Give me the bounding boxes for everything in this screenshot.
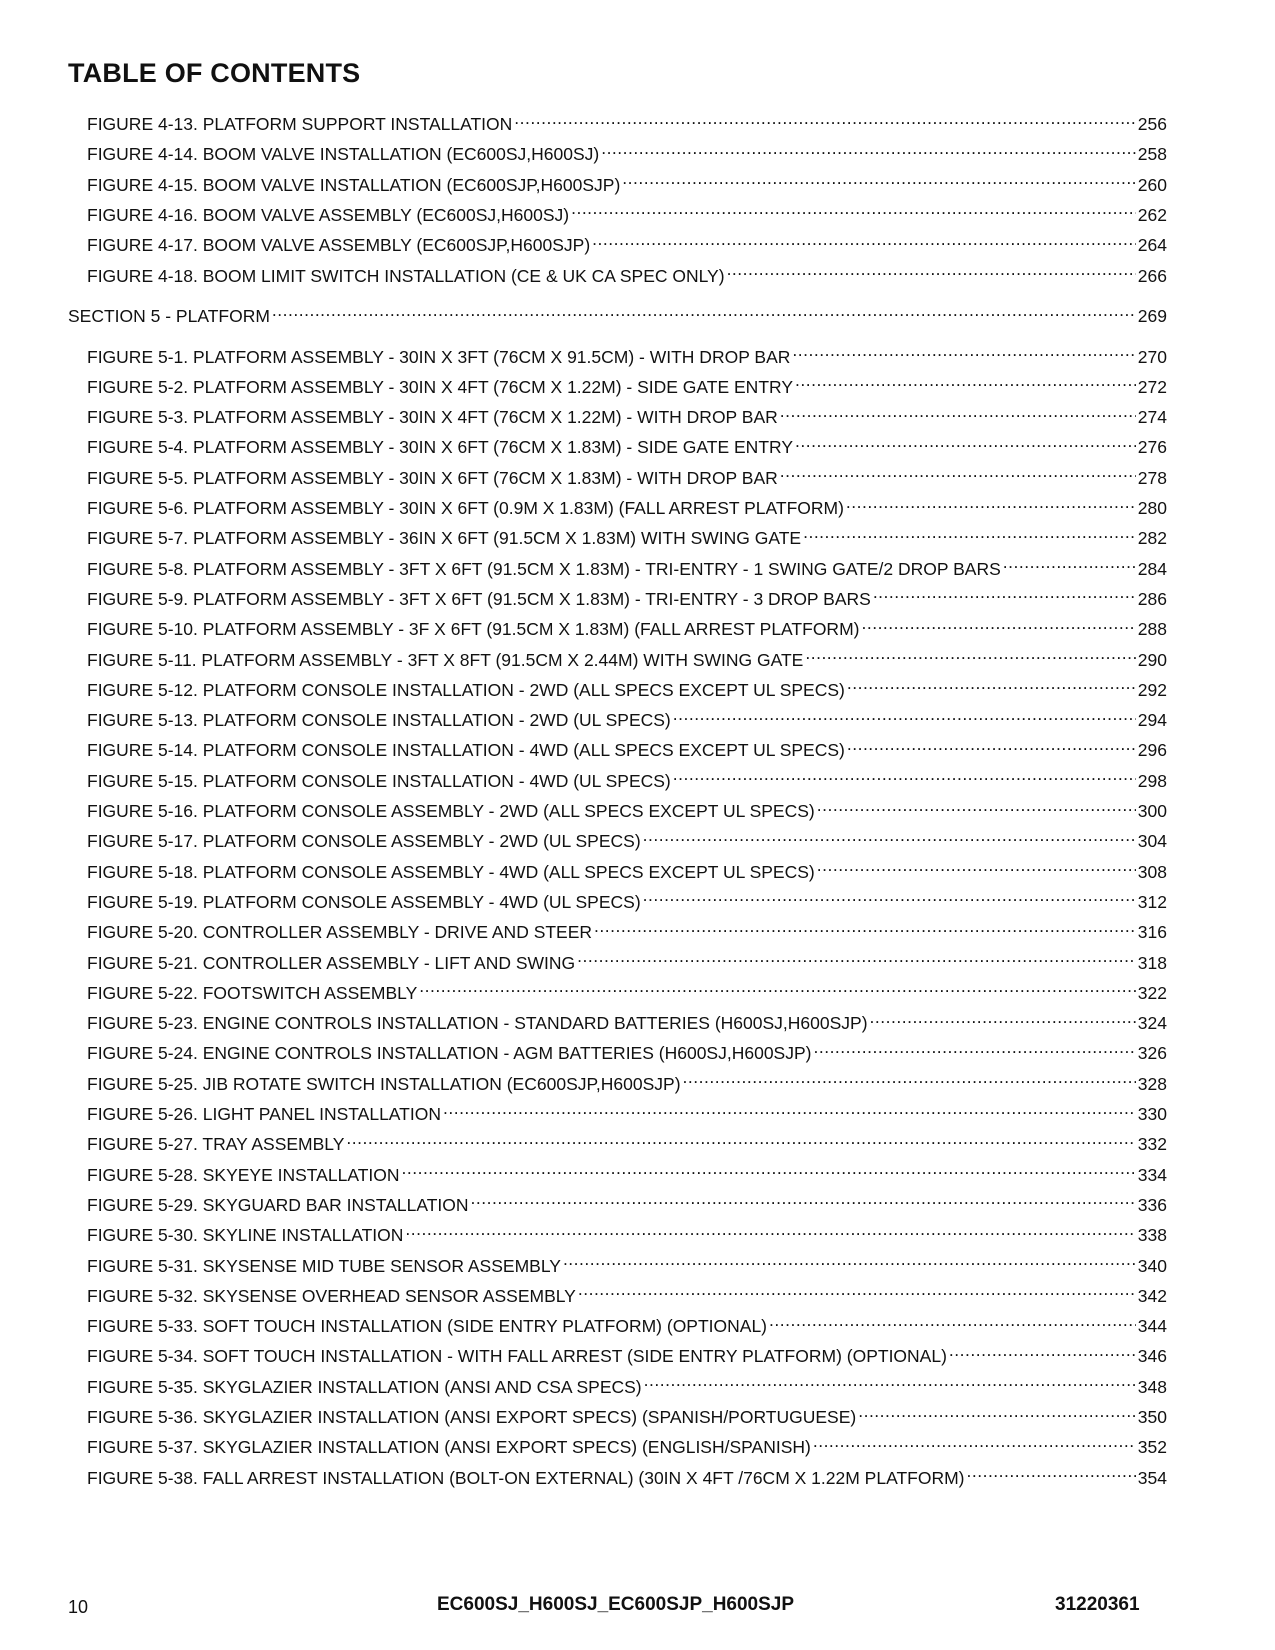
toc-figure-entry[interactable] [87,644,1167,671]
toc-entry-page: 284 [1137,558,1167,579]
toc-entry-page: 296 [1137,740,1167,761]
toc-figure-entry[interactable] [87,977,1167,1004]
footer-page-number: 10 [68,1597,89,1617]
toc-entry-label: FIGURE 5-38. FALL ARREST INSTALLATION (BOLT-ON EXTERNAL) (30IN X 4FT /76CM X 1.22M PLATFORM) [87,1467,965,1488]
toc-entry-page: 292 [1137,679,1167,700]
toc-entry-page: 354 [1137,1467,1167,1488]
toc-dot-leader [780,462,1136,484]
toc-entry-label: FIGURE 5-6. PLATFORM ASSEMBLY - 30IN X 6FT (0.9M X 1.83M) (FALL ARREST PLATFORM) [87,498,844,518]
toc-dot-leader [272,300,1136,322]
toc-dot-leader [795,371,1136,393]
toc-figure-entry[interactable] [87,1159,1167,1186]
toc-figure-entry[interactable] [87,1280,1167,1307]
toc-dot-leader [769,1310,1136,1332]
toc-figure-entry[interactable] [87,1401,1167,1428]
page-title: TABLE OF CONTENTS [68,58,361,88]
toc-entry-page: 290 [1137,649,1167,670]
toc-entry-label: FIGURE 4-18. BOOM LIMIT SWITCH INSTALLATION (CE & UK CA SPEC ONLY) [87,265,725,286]
toc-figure-entry[interactable] [87,431,1167,458]
toc-figure-entry[interactable] [87,371,1167,398]
toc-dot-leader [405,1219,1135,1241]
toc-entry-page: 274 [1137,407,1167,428]
toc-entry-label: FIGURE 5-33. SOFT TOUCH INSTALLATION (SIDE ENTRY PLATFORM) (OPTIONAL) [87,1316,768,1337]
toc-section-entry[interactable] [68,300,1167,327]
toc-figure-entry[interactable] [87,492,1167,519]
toc-figure-entry[interactable] [87,1037,1167,1064]
toc-entry-page: 276 [1137,437,1167,458]
toc-dot-leader [673,765,1136,787]
toc-entry-page: 269 [1137,306,1167,326]
toc-entry-label: SECTION 5 - PLATFORM [68,306,270,326]
toc-dot-leader [683,1068,1136,1090]
toc-entry-label: FIGURE 5-7. PLATFORM ASSEMBLY - 36IN X 6FT (91.5CM X 1.83M) WITH SWING GATE [87,528,802,549]
toc-entry-label: FIGURE 5-8. PLATFORM ASSEMBLY - 3FT X 6FT (91.5CM X 1.83M) - TRI-ENTRY - 1 SWING GATE/2 DROP BARS [87,558,1001,579]
toc-entry-page: 278 [1137,467,1167,488]
toc-dot-leader [594,916,1136,938]
toc-entry-label: FIGURE 5-5. PLATFORM ASSEMBLY - 30IN X 6FT (76CM X 1.83M) - WITH DROP BAR [87,467,778,488]
footer-model: EC600SJ_H600SJ_EC600SJP_H600SJP [437,1594,795,1615]
toc-figure-entry[interactable] [87,522,1167,549]
toc-figure-entry[interactable] [87,674,1167,701]
toc-entry-page: 324 [1137,1013,1167,1034]
toc-entry-label: FIGURE 5-25. JIB ROTATE SWITCH INSTALLATION (EC600SJP,H600SJP) [87,1073,681,1094]
toc-dot-leader [1003,553,1136,575]
toc-dot-leader [563,1250,1136,1272]
toc-entry-label: FIGURE 5-37. SKYGLAZIER INSTALLATION (ANSI EXPORT SPECS) (ENGLISH/SPANISH) [87,1437,811,1458]
toc-figure-entry[interactable] [87,1098,1167,1125]
toc-dot-leader [861,613,1135,635]
toc-figure-entry[interactable] [87,1219,1167,1246]
toc-entry-label: FIGURE 5-2. PLATFORM ASSEMBLY - 30IN X 4FT (76CM X 1.22M) - SIDE GATE ENTRY [87,376,794,397]
toc-entry-page: 326 [1137,1043,1167,1064]
toc-entry-label: FIGURE 4-15. BOOM VALVE INSTALLATION (EC600SJP,H600SJP) [87,174,621,195]
toc-figure-entry[interactable] [87,1068,1167,1095]
toc-entry-page: 258 [1137,144,1167,165]
toc-entry-label: FIGURE 5-22. FOOTSWITCH ASSEMBLY [87,982,418,1003]
toc-dot-leader [813,1431,1136,1453]
toc-entry-label: FIGURE 5-34. SOFT TOUCH INSTALLATION - WITH FALL ARREST (SIDE ENTRY PLATFORM) (OPTIONAL) [87,1346,947,1367]
toc-entry-label: FIGURE 5-20. CONTROLLER ASSEMBLY - DRIVE AND STEER [87,922,593,943]
toc-entry-page: 340 [1137,1255,1167,1276]
toc-dot-leader [846,492,1136,514]
toc-figure-entry[interactable] [87,886,1167,913]
toc-dot-leader [803,522,1136,544]
toc-entry-label: FIGURE 5-35. SKYGLAZIER INSTALLATION (ANSI AND CSA SPECS) [87,1376,642,1397]
toc-figure-entry[interactable] [87,856,1167,883]
toc-figure-entry[interactable] [87,1310,1167,1337]
toc-figure-entry[interactable] [87,169,1167,196]
toc-figure-entry[interactable] [87,916,1167,943]
toc-entry-page: 266 [1137,265,1167,286]
toc-entry-page: 280 [1137,498,1167,518]
toc-dot-leader [643,886,1136,908]
toc-dot-leader [402,1159,1136,1181]
toc-entry-label: FIGURE 4-14. BOOM VALVE INSTALLATION (EC600SJ,H600SJ) [87,144,600,165]
toc-entry-page: 262 [1137,204,1167,225]
toc-entry-label: FIGURE 5-1. PLATFORM ASSEMBLY - 30IN X 3FT (76CM X 91.5CM) - WITH DROP BAR [87,346,791,367]
toc-figure-entry[interactable] [87,229,1167,256]
toc-dot-leader [727,260,1136,282]
toc-entry-page: 260 [1137,174,1167,195]
toc-dot-leader [622,169,1136,191]
toc-entry-label: FIGURE 5-12. PLATFORM CONSOLE INSTALLATION - 2WD (ALL SPECS EXCEPT UL SPECS) [87,679,845,700]
toc-entry-label: FIGURE 5-30. SKYLINE INSTALLATION [87,1225,404,1246]
toc-entry-label: FIGURE 5-29. SKYGUARD BAR INSTALLATION [87,1194,469,1215]
toc-figure-entry[interactable] [87,108,1167,135]
toc-figure-entry[interactable] [87,462,1167,489]
toc-entry-page: 330 [1137,1104,1167,1124]
toc-entry-label: FIGURE 5-9. PLATFORM ASSEMBLY - 3FT X 6FT (91.5CM X 1.83M) - TRI-ENTRY - 3 DROP BARS [87,588,871,609]
toc-figure-entry[interactable] [87,1250,1167,1277]
toc-dot-leader [346,1128,1135,1150]
toc-dot-leader [601,138,1136,160]
toc-figure-entry[interactable] [87,583,1167,610]
toc-entry-page: 350 [1137,1407,1167,1427]
toc-entry-page: 328 [1137,1073,1167,1094]
toc-figure-entry[interactable] [87,947,1167,974]
toc-dot-leader [780,401,1136,423]
toc-dot-leader [795,431,1136,453]
toc-entry-label: FIGURE 5-17. PLATFORM CONSOLE ASSEMBLY - 2WD (UL SPECS) [87,831,641,852]
toc-dot-leader [870,1007,1136,1029]
toc-entry-label: FIGURE 5-13. PLATFORM CONSOLE INSTALLATION - 2WD (UL SPECS) [87,710,671,731]
toc-entry-label: FIGURE 5-15. PLATFORM CONSOLE INSTALLATION - 4WD (UL SPECS) [87,770,671,791]
toc-entry-page: 342 [1137,1285,1167,1306]
toc-entry-page: 348 [1137,1376,1167,1397]
toc-entry-page: 352 [1137,1437,1167,1458]
toc-figure-entry[interactable] [87,613,1167,640]
toc-entry-page: 316 [1137,922,1167,943]
toc-figure-entry[interactable] [87,1371,1167,1398]
toc-entry-page: 318 [1137,952,1167,973]
toc-entry-label: FIGURE 5-26. LIGHT PANEL INSTALLATION [87,1104,441,1124]
toc-dot-leader [817,856,1136,878]
toc-dot-leader [858,1401,1136,1423]
toc-entry-label: FIGURE 5-10. PLATFORM ASSEMBLY - 3F X 6FT (91.5CM X 1.83M) (FALL ARREST PLATFORM) [87,619,860,640]
toc-figure-entry[interactable] [87,765,1167,792]
toc-figure-entry[interactable] [87,1431,1167,1458]
toc-dot-leader [571,199,1136,221]
toc-figure-entry[interactable] [87,1340,1167,1367]
toc-entry-page: 288 [1137,619,1167,640]
toc-entry-page: 272 [1137,376,1167,397]
toc-dot-leader [514,108,1136,130]
toc-entry-page: 332 [1137,1134,1167,1155]
toc-entry-label: FIGURE 5-18. PLATFORM CONSOLE ASSEMBLY - 4WD (ALL SPECS EXCEPT UL SPECS) [87,861,815,882]
footer-doc-number: 31220361 [1055,1594,1140,1615]
toc-dot-leader [644,1371,1136,1393]
toc-dot-leader [813,1037,1135,1059]
toc-dot-leader [419,977,1136,999]
toc-figure-entry[interactable] [87,138,1167,165]
toc-dot-leader [443,1098,1136,1120]
toc-figure-entry[interactable] [87,734,1167,761]
toc-figure-entry[interactable] [87,1128,1167,1155]
toc-figure-entry[interactable] [87,704,1167,731]
toc-entry-page: 308 [1137,861,1167,882]
toc-entry-label: FIGURE 5-36. SKYGLAZIER INSTALLATION (ANSI EXPORT SPECS) (SPANISH/PORTUGUESE) [87,1407,857,1427]
toc-figure-entry[interactable] [87,553,1167,580]
toc-figure-entry[interactable] [87,401,1167,428]
toc-entry-page: 304 [1137,831,1167,852]
toc-entry-page: 300 [1137,801,1167,821]
toc-entry-page: 334 [1137,1164,1167,1185]
toc-entry-label: FIGURE 4-13. PLATFORM SUPPORT INSTALLATION [87,114,513,134]
toc-figure-entry[interactable] [87,1007,1167,1034]
toc-dot-leader [873,583,1136,605]
toc-figure-entry[interactable] [87,1189,1167,1216]
toc-entry-label: FIGURE 5-21. CONTROLLER ASSEMBLY - LIFT AND SWING [87,952,576,973]
toc-entry-page: 256 [1137,114,1167,134]
toc-entry-page: 298 [1137,770,1167,791]
toc-entry-page: 322 [1137,982,1167,1003]
toc-entry-page: 286 [1137,588,1167,609]
toc-dot-leader [847,674,1136,696]
toc-dot-leader [673,704,1136,726]
toc-entry-page: 346 [1137,1346,1167,1367]
toc-entry-page: 264 [1137,235,1167,256]
toc-figure-entry[interactable] [87,260,1167,287]
toc-entry-label: FIGURE 5-23. ENGINE CONTROLS INSTALLATION - STANDARD BATTERIES (H600SJ,H600SJP) [87,1013,868,1034]
toc-entry-label: FIGURE 5-32. SKYSENSE OVERHEAD SENSOR ASSEMBLY [87,1285,576,1306]
toc-dot-leader [792,341,1135,363]
toc-dot-leader [577,947,1136,969]
toc-figure-entry[interactable] [87,795,1167,822]
toc-entry-label: FIGURE 5-16. PLATFORM CONSOLE ASSEMBLY - 2WD (ALL SPECS EXCEPT UL SPECS) [87,801,815,821]
toc-figure-entry[interactable] [87,1462,1167,1489]
toc-entry-label: FIGURE 5-4. PLATFORM ASSEMBLY - 30IN X 6FT (76CM X 1.83M) - SIDE GATE ENTRY [87,437,794,458]
toc-figure-entry[interactable] [87,341,1167,368]
toc-entry-label: FIGURE 4-17. BOOM VALVE ASSEMBLY (EC600SJP,H600SJP) [87,235,591,256]
toc-dot-leader [949,1340,1136,1362]
toc-entry-label: FIGURE 5-27. TRAY ASSEMBLY [87,1134,345,1155]
toc-figure-entry[interactable] [87,199,1167,226]
toc-dot-leader [967,1462,1136,1484]
toc-entry-label: FIGURE 4-16. BOOM VALVE ASSEMBLY (EC600SJ,H600SJ) [87,204,570,225]
toc-dot-leader [643,825,1136,847]
toc-figure-entry[interactable] [87,825,1167,852]
toc-entry-label: FIGURE 5-28. SKYEYE INSTALLATION [87,1164,400,1185]
toc-entry-page: 336 [1137,1194,1167,1215]
toc-dot-leader [592,229,1136,251]
toc-entry-label: FIGURE 5-11. PLATFORM ASSEMBLY - 3FT X 8FT (91.5CM X 2.44M) WITH SWING GATE [87,649,804,670]
toc-entry-label: FIGURE 5-3. PLATFORM ASSEMBLY - 30IN X 4FT (76CM X 1.22M) - WITH DROP BAR [87,407,778,428]
toc-entry-page: 338 [1137,1225,1167,1246]
toc-entry-label: FIGURE 5-31. SKYSENSE MID TUBE SENSOR ASSEMBLY [87,1255,561,1276]
toc-entry-page: 294 [1137,710,1167,731]
toc-entry-label: FIGURE 5-24. ENGINE CONTROLS INSTALLATION - AGM BATTERIES (H600SJ,H600SJP) [87,1043,812,1064]
toc-entry-page: 312 [1137,891,1167,912]
toc-dot-leader [471,1189,1136,1211]
toc-entry-page: 282 [1137,528,1167,549]
toc-dot-leader [805,644,1135,666]
toc-dot-leader [578,1280,1136,1302]
toc-entry-page: 344 [1137,1316,1167,1337]
toc-entry-label: FIGURE 5-19. PLATFORM CONSOLE ASSEMBLY - 4WD (UL SPECS) [87,891,641,912]
toc-entry-label: FIGURE 5-14. PLATFORM CONSOLE INSTALLATION - 4WD (ALL SPECS EXCEPT UL SPECS) [87,740,845,761]
toc-entry-page: 270 [1137,346,1167,367]
toc-dot-leader [817,795,1136,817]
toc-dot-leader [847,734,1136,756]
